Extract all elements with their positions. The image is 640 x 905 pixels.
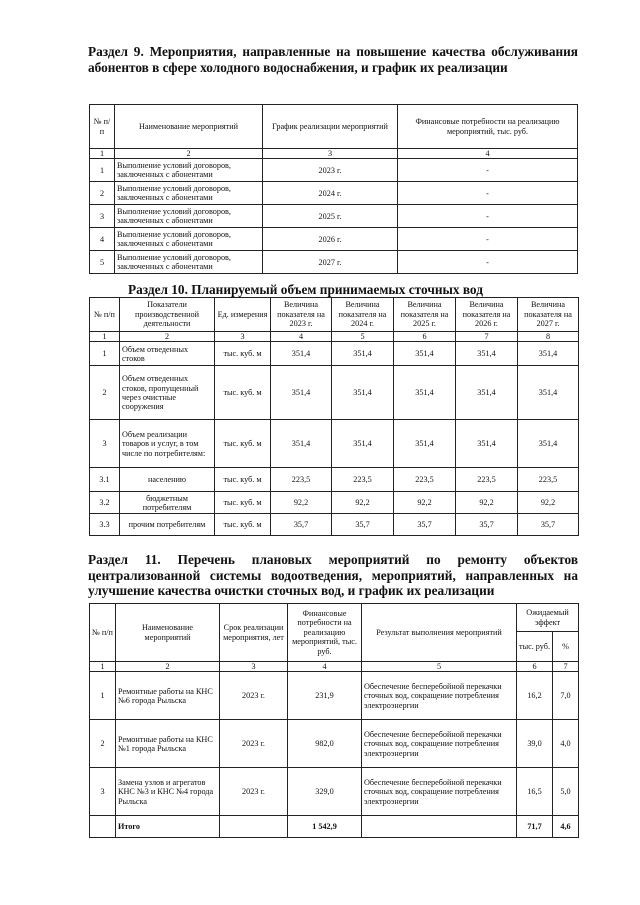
- column-number: 7: [456, 332, 518, 342]
- activity-name: Ремонтные работы на КНС №1 города Рыльска: [116, 720, 220, 768]
- table-row: [90, 420, 579, 468]
- value-2027: 35,7: [518, 514, 579, 536]
- header-cell: Величина показателя на 2023 г.: [271, 298, 332, 332]
- column-number: 8: [518, 332, 579, 342]
- value-2023: 35,7: [271, 514, 332, 536]
- section-9-table: [89, 104, 578, 274]
- value-2026: 351,4: [456, 342, 518, 366]
- schedule-cell: 2025 г.: [263, 205, 398, 228]
- section-11-table: [89, 603, 579, 838]
- column-number: 1: [90, 149, 115, 159]
- column-number: 6: [517, 662, 553, 672]
- column-number: 2: [116, 662, 220, 672]
- indicator-name: Объем отведенных стоков: [120, 342, 215, 366]
- column-number: 4: [398, 149, 578, 159]
- row-number: 3: [90, 205, 115, 228]
- row-number: 5: [90, 251, 115, 274]
- value-2024: 351,4: [332, 342, 394, 366]
- section-11-heading: Раздел 11. Перечень плановых мероприятий по ремонту объектов централизованной системы водоотведения, мероприятий, направленных на улучшение качества очистки сточных вод, и график их реализации: [88, 552, 578, 598]
- header-cell: № п/п: [90, 298, 120, 332]
- table-row: [90, 159, 578, 182]
- unit-cell: тыс. куб. м: [215, 420, 271, 468]
- activity-name: Выполнение условий договоров, заключенных с абонентами: [115, 228, 263, 251]
- total-row: [90, 816, 579, 838]
- header-cell: Величина показателя на 2025 г.: [394, 298, 456, 332]
- row-number: 1: [90, 672, 116, 720]
- value-2026: 35,7: [456, 514, 518, 536]
- table-row: [90, 182, 578, 205]
- row-number: 2: [90, 366, 120, 420]
- table-row: [90, 672, 579, 720]
- value-2023: 351,4: [271, 366, 332, 420]
- column-number: 2: [115, 149, 263, 159]
- header-cell: Ед. измерения: [215, 298, 271, 332]
- activity-name: Замена узлов и агрегатов КНС №3 и КНС №4 города Рыльска: [116, 768, 220, 816]
- table-row: [90, 514, 579, 536]
- header-cell: Величина показателя на 2026 г.: [456, 298, 518, 332]
- column-number: 5: [332, 332, 394, 342]
- row-number: 4: [90, 228, 115, 251]
- value-2026: 351,4: [456, 366, 518, 420]
- section-9-heading: Раздел 9. Мероприятия, направленные на повышение качества обслуживания абонентов в сфере холодного водоснабжения, и график их реализации: [88, 44, 578, 75]
- header-cell: Срок реализации мероприятия, лет: [220, 604, 288, 662]
- finance-cell: -: [398, 205, 578, 228]
- row-number: 3.1: [90, 468, 120, 492]
- schedule-cell: 2026 г.: [263, 228, 398, 251]
- value-2026: 92,2: [456, 492, 518, 514]
- header-cell: %: [553, 632, 579, 662]
- table-row: [90, 720, 579, 768]
- value-2025: 35,7: [394, 514, 456, 536]
- total-percent: 4,6: [553, 816, 579, 838]
- unit-cell: тыс. куб. м: [215, 366, 271, 420]
- table-row: [90, 468, 579, 492]
- value-2027: 351,4: [518, 420, 579, 468]
- table-row: [90, 251, 578, 274]
- finance-cell: 982,0: [288, 720, 362, 768]
- term-cell: 2023 г.: [220, 768, 288, 816]
- value-2023: 223,5: [271, 468, 332, 492]
- table-row: [90, 768, 579, 816]
- unit-cell: тыс. куб. м: [215, 514, 271, 536]
- row-number: 3: [90, 768, 116, 816]
- header-cell: Результат выполнения мероприятий: [362, 604, 517, 662]
- table-row: [90, 228, 578, 251]
- indicator-name: бюджетным потребителям: [120, 492, 215, 514]
- term-cell: 2023 г.: [220, 720, 288, 768]
- header-cell: Наименование мероприятий: [115, 105, 263, 149]
- finance-cell: -: [398, 182, 578, 205]
- header-cell: Наименование мероприятий: [116, 604, 220, 662]
- finance-cell: -: [398, 159, 578, 182]
- schedule-cell: 2024 г.: [263, 182, 398, 205]
- header-cell: Величина показателя на 2027 г.: [518, 298, 579, 332]
- schedule-cell: 2027 г.: [263, 251, 398, 274]
- value-2023: 351,4: [271, 420, 332, 468]
- header-cell: Показатели производственной деятельности: [120, 298, 215, 332]
- value-2024: 223,5: [332, 468, 394, 492]
- total-label: Итого: [116, 816, 220, 838]
- header-cell: тыс. руб.: [517, 632, 553, 662]
- value-2024: 351,4: [332, 366, 394, 420]
- table-header-row: [90, 604, 579, 632]
- indicator-name: Объем отведенных стоков, пропущенный через очистные сооружения: [120, 366, 215, 420]
- row-number: 3: [90, 420, 120, 468]
- section-10-table: [89, 297, 579, 536]
- activity-name: Выполнение условий договоров, заключенных с абонентами: [115, 182, 263, 205]
- row-number: 3.3: [90, 514, 120, 536]
- effect-thous-cell: 16,5: [517, 768, 553, 816]
- value-2025: 92,2: [394, 492, 456, 514]
- value-2024: 92,2: [332, 492, 394, 514]
- value-2023: 92,2: [271, 492, 332, 514]
- indicator-name: населению: [120, 468, 215, 492]
- value-2026: 223,5: [456, 468, 518, 492]
- result-cell: Обеспечение бесперебойной перекачки сточных вод, сокращение потребления электроэнергии: [362, 672, 517, 720]
- value-2027: 351,4: [518, 342, 579, 366]
- column-number: 1: [90, 332, 120, 342]
- indicator-name: прочим потребителям: [120, 514, 215, 536]
- effect-percent-cell: 5,0: [553, 768, 579, 816]
- activity-name: Выполнение условий договоров, заключенных с абонентами: [115, 159, 263, 182]
- finance-cell: 329,0: [288, 768, 362, 816]
- header-cell: Финансовые потребности на реализацию мероприятий, тыс. руб.: [398, 105, 578, 149]
- column-numbers-row: [90, 149, 578, 159]
- row-number: 2: [90, 182, 115, 205]
- header-cell: Величина показателя на 2024 г.: [332, 298, 394, 332]
- column-numbers-row: [90, 662, 579, 672]
- column-number: 3: [220, 662, 288, 672]
- column-numbers-row: [90, 332, 579, 342]
- value-2025: 351,4: [394, 342, 456, 366]
- row-number: 1: [90, 159, 115, 182]
- finance-cell: 231,9: [288, 672, 362, 720]
- table-header-row: [90, 298, 579, 332]
- column-number: 3: [263, 149, 398, 159]
- effect-percent-cell: 4,0: [553, 720, 579, 768]
- value-2025: 223,5: [394, 468, 456, 492]
- table-row: [90, 366, 579, 420]
- value-2027: 223,5: [518, 468, 579, 492]
- value-2024: 351,4: [332, 420, 394, 468]
- row-number: 1: [90, 342, 120, 366]
- table-row: [90, 492, 579, 514]
- value-2023: 351,4: [271, 342, 332, 366]
- column-number: 2: [120, 332, 215, 342]
- column-number: 4: [271, 332, 332, 342]
- column-number: 4: [288, 662, 362, 672]
- effect-percent-cell: 7,0: [553, 672, 579, 720]
- row-number: 3.2: [90, 492, 120, 514]
- finance-cell: -: [398, 228, 578, 251]
- value-2027: 351,4: [518, 366, 579, 420]
- schedule-cell: 2023 г.: [263, 159, 398, 182]
- row-number: 2: [90, 720, 116, 768]
- header-cell: № п/п: [90, 604, 116, 662]
- column-number: 7: [553, 662, 579, 672]
- header-cell: Ожидаемый эффект: [517, 604, 579, 632]
- indicator-name: Объем реализации товаров и услуг, в том числе по потребителям:: [120, 420, 215, 468]
- activity-name: Выполнение условий договоров, заключенных с абонентами: [115, 251, 263, 274]
- total-finance: 1 542,9: [288, 816, 362, 838]
- value-2025: 351,4: [394, 366, 456, 420]
- table-header-row: [90, 105, 578, 149]
- term-cell: 2023 г.: [220, 672, 288, 720]
- header-cell: Финансовые потребности на реализацию мероприятий, тыс. руб.: [288, 604, 362, 662]
- header-cell: № п/п: [90, 105, 115, 149]
- activity-name: Выполнение условий договоров, заключенных с абонентами: [115, 205, 263, 228]
- column-number: 1: [90, 662, 116, 672]
- table-row: [90, 205, 578, 228]
- value-2025: 351,4: [394, 420, 456, 468]
- result-cell: Обеспечение бесперебойной перекачки сточных вод, сокращение потребления электроэнергии: [362, 768, 517, 816]
- column-number: 5: [362, 662, 517, 672]
- effect-thous-cell: 39,0: [517, 720, 553, 768]
- header-cell: График реализации мероприятий: [263, 105, 398, 149]
- unit-cell: тыс. куб. м: [215, 492, 271, 514]
- table-row: [90, 342, 579, 366]
- finance-cell: -: [398, 251, 578, 274]
- column-number: 3: [215, 332, 271, 342]
- result-cell: Обеспечение бесперебойной перекачки сточных вод, сокращение потребления электроэнергии: [362, 720, 517, 768]
- unit-cell: тыс. куб. м: [215, 342, 271, 366]
- total-thous: 71,7: [517, 816, 553, 838]
- value-2024: 35,7: [332, 514, 394, 536]
- unit-cell: тыс. куб. м: [215, 468, 271, 492]
- effect-thous-cell: 16,2: [517, 672, 553, 720]
- section-10-heading: Раздел 10. Планируемый объем принимаемых сточных вод: [128, 282, 483, 297]
- value-2026: 351,4: [456, 420, 518, 468]
- column-number: 6: [394, 332, 456, 342]
- activity-name: Ремонтные работы на КНС №6 города Рыльска: [116, 672, 220, 720]
- value-2027: 92,2: [518, 492, 579, 514]
